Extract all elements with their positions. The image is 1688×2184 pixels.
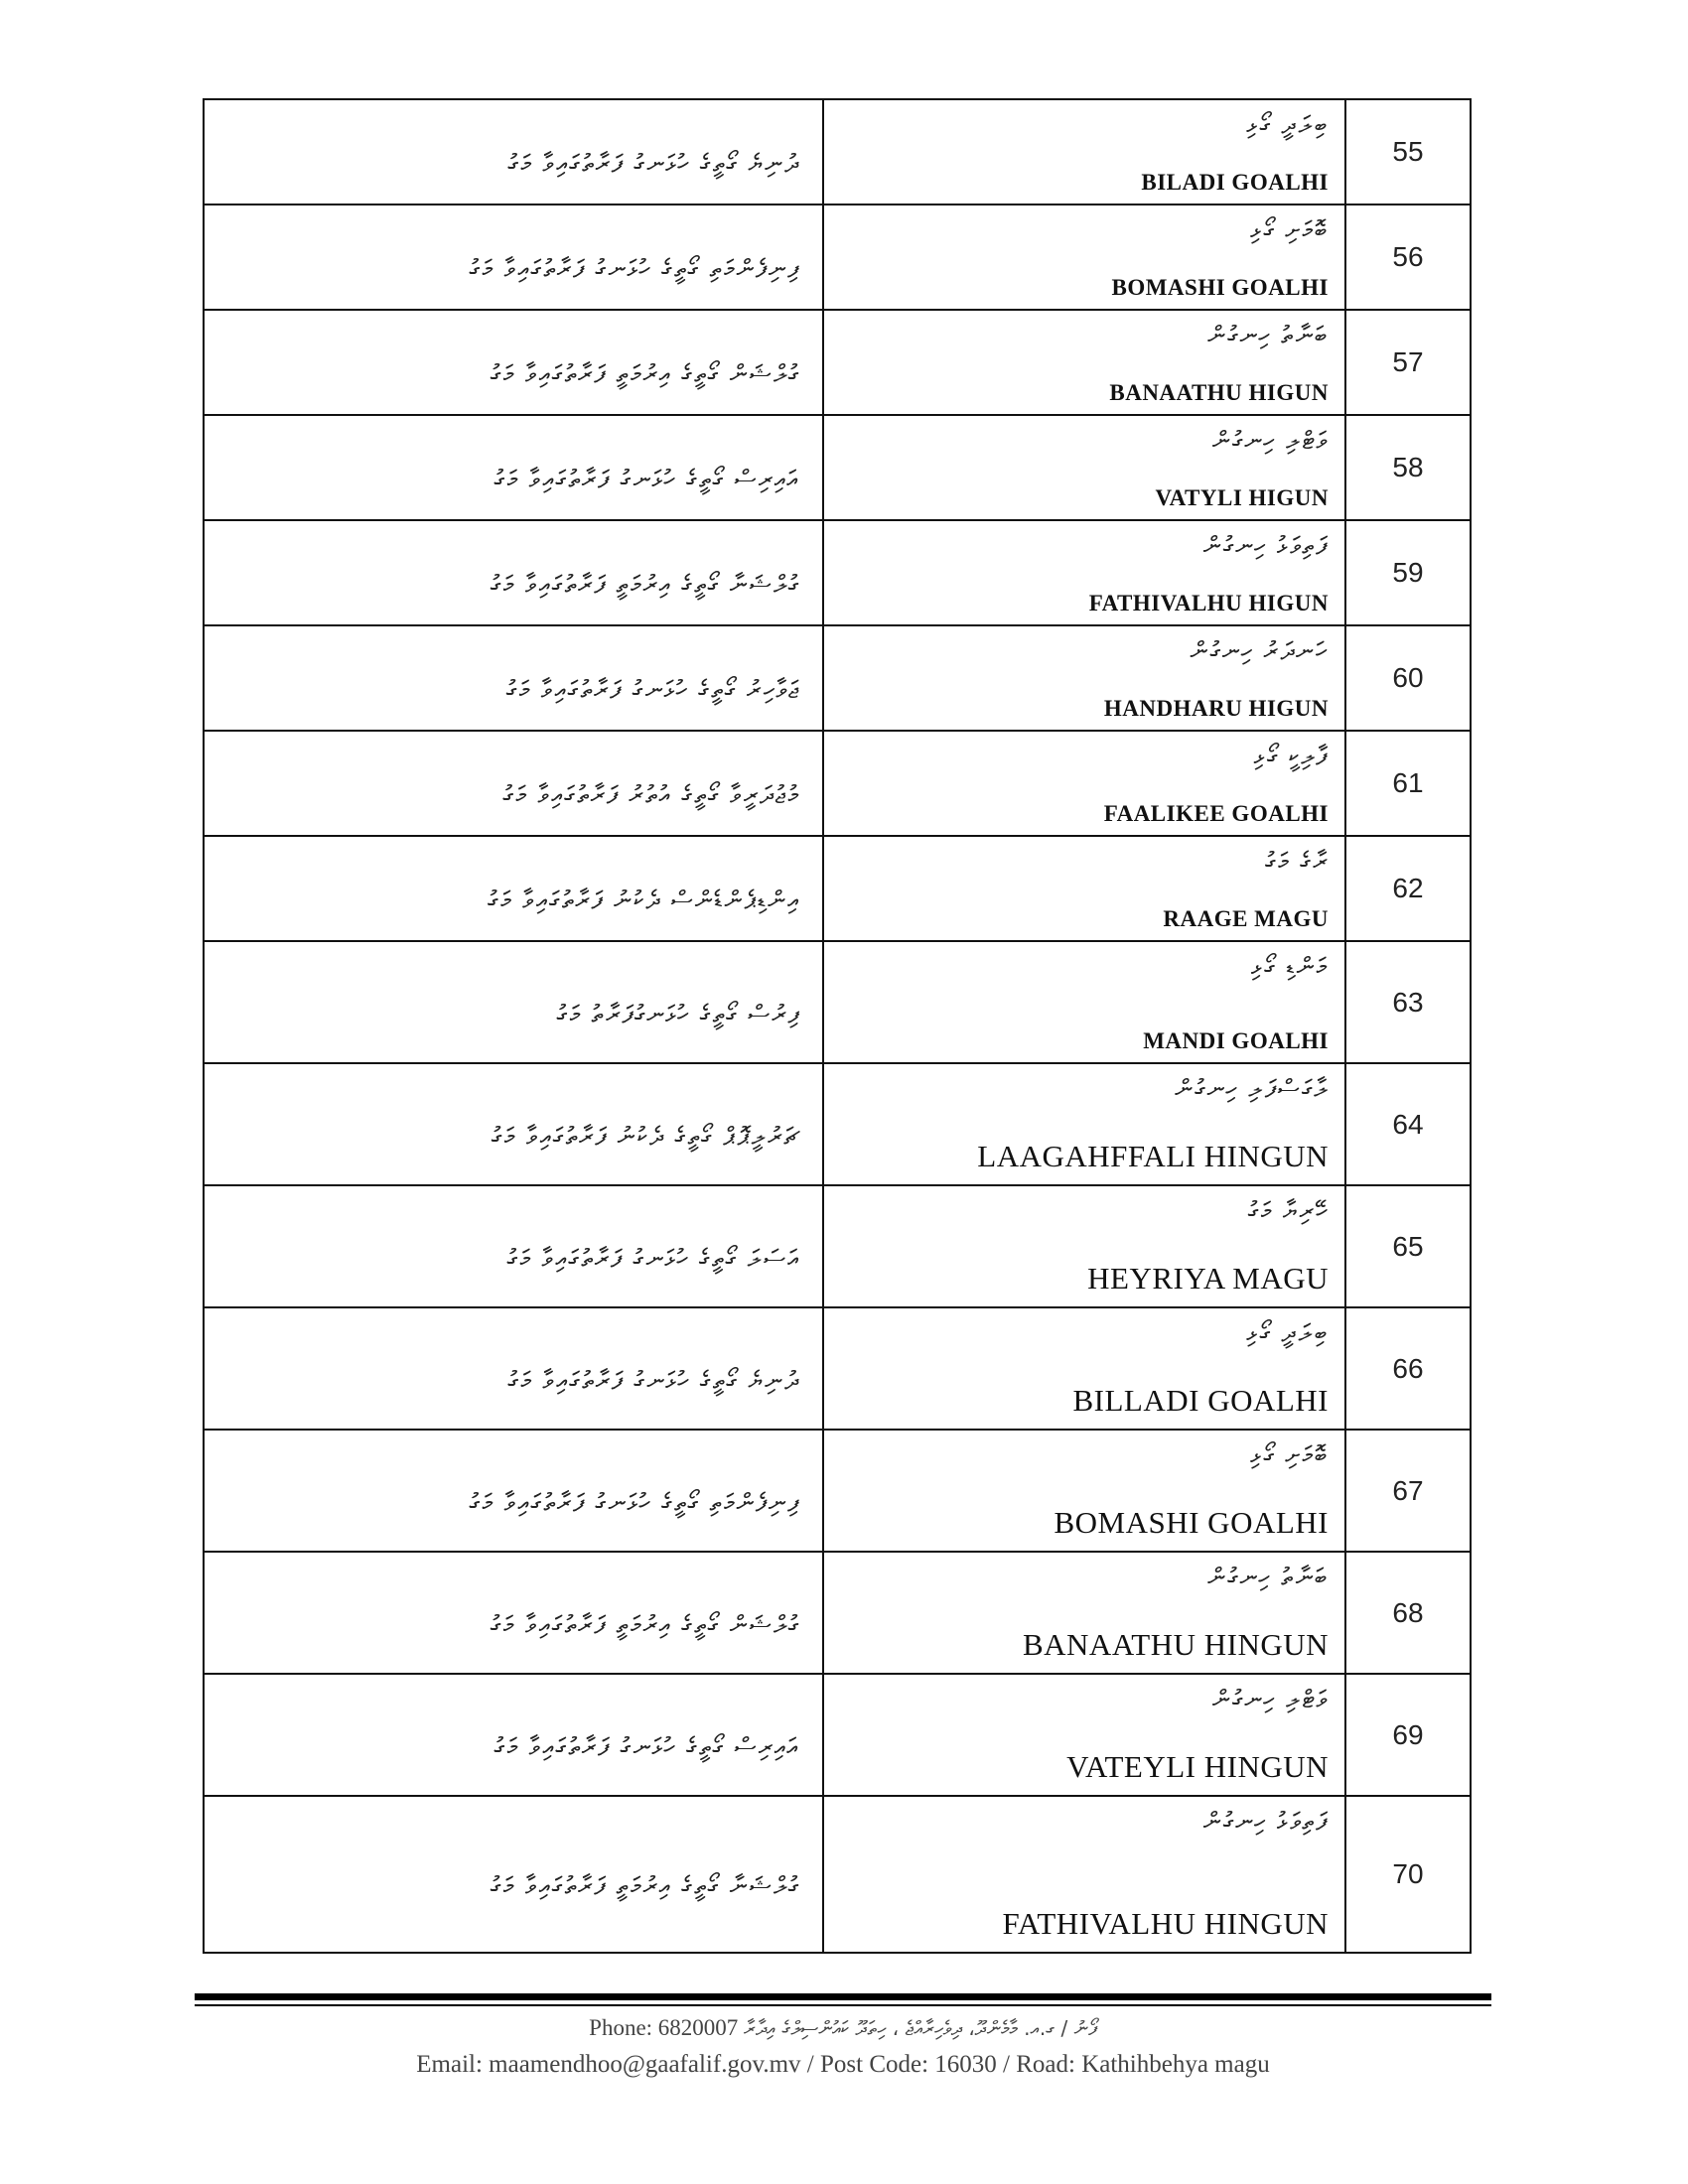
- road-name-cell: [823, 1185, 1345, 1307]
- road-description-dhivehi: ޖަވާހިރު ގޯތީގެ ހުޅަނގު ފަރާތުގައިވާ މަގު: [505, 675, 800, 704]
- table-row: [204, 205, 1471, 310]
- road-description-dhivehi: އައިރިސް ގޯތީގެ ހުޅަނގު ފަރާތުގައިވާ މަގު: [493, 1731, 800, 1761]
- table-row: [204, 310, 1471, 415]
- road-name-cell: [823, 625, 1345, 731]
- row-number: 70: [1345, 1796, 1471, 1953]
- road-name-cell: [823, 310, 1345, 415]
- road-description-dhivehi: އިންޑިޕެންޑެންސް ދެކުނު ފަރާތުގައިވާ މަގު: [488, 886, 800, 914]
- road-name-english: VATYLI HIGUN: [1155, 485, 1329, 510]
- road-description-cell: [204, 1063, 823, 1185]
- road-description-cell: [204, 415, 823, 520]
- road-description-dhivehi: ފިނިފެންމަތި ގޯތީގެ ހުޅަނގު ފަރާތުގައިވާ މަގު: [469, 1487, 800, 1517]
- footer-address-dhivehi: ފޯނު / ގ.އ. މާމެންދޫ، ދިވެހިރާއްޖެ ، ހިތަދޫ ކައުންސިލްގެ އިދާރާ: [744, 2016, 1097, 2040]
- road-name-english: FATHIVALHU HINGUN: [1002, 1906, 1329, 1941]
- road-description-dhivehi: ފިރުސް ގޯތީގެ ހުޅަނގުފަރާތު މަގު: [556, 999, 800, 1028]
- road-name-dhivehi: ފަތިވަޅު ހިނގުން: [1202, 1807, 1329, 1836]
- road-description-cell: [204, 1552, 823, 1674]
- table-row: [204, 1430, 1471, 1552]
- row-number: 61: [1345, 731, 1471, 836]
- road-description-dhivehi: ގުލްޝަން ގޯތީގެ އިރުމަތީ ފަރާތުގައިވާ މަގު: [490, 1609, 800, 1639]
- footer-road: Road: Kathihbehya magu: [1016, 2051, 1270, 2078]
- footer-email[interactable]: Email: maamendhoo@gaafalif.gov.mv: [416, 2051, 801, 2078]
- road-description-dhivehi: ފިނިފެންމަތި ގޯތީގެ ހުޅަނގު ފަރާތުގައިވާ މަގު: [469, 254, 800, 283]
- road-name-cell: [823, 1674, 1345, 1796]
- footer-separator: /: [806, 2051, 814, 2078]
- road-description-cell: [204, 310, 823, 415]
- table-row: [204, 1063, 1471, 1185]
- road-name-cell: [823, 941, 1345, 1063]
- row-number: 59: [1345, 520, 1471, 625]
- footer-separator: /: [1003, 2051, 1010, 2078]
- road-name-cell: [823, 836, 1345, 941]
- road-name-dhivehi: ފަތިވަޅު ހިނގުން: [1202, 531, 1329, 560]
- row-number: 55: [1345, 99, 1471, 205]
- road-name-english: BILADI GOALHI: [1141, 170, 1329, 195]
- footer-post-code: Post Code: 16030: [819, 2051, 997, 2078]
- road-description-dhivehi: ގުލްޝަނާ ގޯތީގެ އިރުމަތީ ފަރާތުގައިވާ މަގު: [490, 1871, 800, 1900]
- table-row: [204, 415, 1471, 520]
- table-row: [204, 1185, 1471, 1307]
- row-number: 67: [1345, 1430, 1471, 1552]
- road-description-dhivehi: އަސަލަ ގޯތީގެ ހުޅަނގު ފަރާތުގައިވާ މަގު: [506, 1243, 800, 1273]
- row-number: 64: [1345, 1063, 1471, 1185]
- road-description-cell: [204, 1796, 823, 1953]
- road-name-english: LAAGAHFFALI HINGUN: [977, 1139, 1329, 1173]
- road-name-cell: [823, 415, 1345, 520]
- row-number: 62: [1345, 836, 1471, 941]
- road-name-dhivehi: ބޮމަށި ގޯޅި: [1250, 1440, 1329, 1469]
- footer-divider-thin: [195, 2004, 1491, 2006]
- road-name-english: BANAATHU HINGUN: [1022, 1627, 1329, 1662]
- road-name-dhivehi: ބިލަދީ ގޯޅި: [1246, 110, 1329, 139]
- table-row: [204, 836, 1471, 941]
- footer-contact-line: [195, 2015, 1491, 2041]
- road-description-cell: [204, 836, 823, 941]
- row-number: 58: [1345, 415, 1471, 520]
- road-name-english: RAAGE MAGU: [1163, 906, 1329, 931]
- table-row: [204, 1307, 1471, 1430]
- road-name-english: BILLADI GOALHI: [1072, 1383, 1329, 1418]
- road-description-cell: [204, 1674, 823, 1796]
- road-name-english: FATHIVALHU HIGUN: [1088, 591, 1329, 615]
- road-name-cell: [823, 1430, 1345, 1552]
- road-name-english: BANAATHU HIGUN: [1109, 380, 1329, 405]
- road-description-cell: [204, 520, 823, 625]
- road-description-dhivehi: ގުލްޝަން ގޯތީގެ އިރުމަތީ ފަރާތުގައިވާ މަގު: [490, 359, 800, 388]
- row-number: 56: [1345, 205, 1471, 310]
- road-name-cell: [823, 731, 1345, 836]
- row-number: 60: [1345, 625, 1471, 731]
- road-name-cell: [823, 1796, 1345, 1953]
- table-row: [204, 941, 1471, 1063]
- road-name-cell: [823, 1552, 1345, 1674]
- road-name-english: BOMASHI GOALHI: [1111, 275, 1329, 300]
- road-name-dhivehi: ބޮމަށި ގޯޅި: [1250, 215, 1329, 244]
- table-row: [204, 520, 1471, 625]
- footer-phone: Phone: 6820007: [589, 2015, 739, 2040]
- road-name-dhivehi: ފާލިކީ ގޯޅި: [1253, 742, 1329, 770]
- road-description-dhivehi: ދުނިޔެ ގޯތީގެ ހުޅަނގު ފަރާތުގައިވާ މަގު: [507, 149, 800, 178]
- road-name-cell: [823, 1307, 1345, 1430]
- road-name-dhivehi: ވަޓްލި ހިނގުން: [1211, 426, 1329, 455]
- road-name-dhivehi: ބަނާތު ހިނގުން: [1207, 1563, 1329, 1591]
- road-description-cell: [204, 1185, 823, 1307]
- road-description-dhivehi: މުޖުދަރީވާ ގޯތީގެ އުތުރު ފަރާތުގައިވާ މަގު: [502, 780, 800, 809]
- row-number: 65: [1345, 1185, 1471, 1307]
- road-description-dhivehi: ގުލްޝަނާ ގޯތީގެ އިރުމަތީ ފަރާތުގައިވާ މަގު: [490, 570, 800, 599]
- road-description-cell: [204, 625, 823, 731]
- road-name-english: FAALIKEE GOALHI: [1103, 801, 1329, 826]
- road-name-cell: [823, 520, 1345, 625]
- row-number: 69: [1345, 1674, 1471, 1796]
- road-name-english: HEYRIYA MAGU: [1087, 1261, 1329, 1296]
- table-row: [204, 99, 1471, 205]
- road-description-cell: [204, 1430, 823, 1552]
- road-name-english: VATEYLI HINGUN: [1066, 1749, 1329, 1784]
- road-description-cell: [204, 731, 823, 836]
- road-name-english: HANDHARU HIGUN: [1103, 696, 1329, 721]
- road-name-dhivehi: ރާގެ މަގު: [1265, 847, 1329, 876]
- row-number: 68: [1345, 1552, 1471, 1674]
- table-row: [204, 625, 1471, 731]
- road-name-dhivehi: ވަޓްލި ހިނގުން: [1211, 1685, 1329, 1713]
- road-name-dhivehi: ހޭރިޔާ މަގު: [1247, 1196, 1329, 1225]
- road-names-table: [203, 98, 1472, 1954]
- road-description-cell: [204, 99, 823, 205]
- road-name-dhivehi: ހަނދަރު ހިނގުން: [1190, 636, 1329, 665]
- road-description-cell: [204, 941, 823, 1063]
- row-number: 63: [1345, 941, 1471, 1063]
- road-name-english: BOMASHI GOALHI: [1054, 1505, 1329, 1540]
- road-name-cell: [823, 1063, 1345, 1185]
- road-description-dhivehi: އައިރިސް ގޯތީގެ ހުޅަނގު ފަރާތުގައިވާ މަގު: [493, 465, 800, 493]
- row-number: 66: [1345, 1307, 1471, 1430]
- footer-address-line: [195, 2051, 1491, 2079]
- road-name-dhivehi: ބިލަދީ ގޯޅި: [1246, 1318, 1329, 1347]
- road-name-english: MANDI GOALHI: [1143, 1028, 1329, 1053]
- table-row: [204, 731, 1471, 836]
- table-row: [204, 1552, 1471, 1674]
- table-row: [204, 1674, 1471, 1796]
- road-description-dhivehi: ޗަރުލީޕޮޕް ގޯތީގެ ދެކުނު ފަރާތުގައިވާ މަގު: [491, 1121, 800, 1151]
- row-number: 57: [1345, 310, 1471, 415]
- road-name-cell: [823, 205, 1345, 310]
- table-row: [204, 1796, 1471, 1953]
- road-name-dhivehi: ލާގަސްފަލި ހިނގުން: [1175, 1074, 1329, 1103]
- table-body: [204, 99, 1471, 1953]
- footer-divider: [195, 1993, 1491, 2000]
- road-description-cell: [204, 1307, 823, 1430]
- road-name-dhivehi: މަންޑި ގޯޅި: [1250, 952, 1329, 981]
- road-name-cell: [823, 99, 1345, 205]
- road-description-cell: [204, 205, 823, 310]
- road-name-dhivehi: ބަނާތު ހިނގުން: [1207, 321, 1329, 349]
- road-description-dhivehi: ދުނިޔެ ގޯތީގެ ހުޅަނގު ފަރާތުގައިވާ މަގު: [507, 1365, 800, 1395]
